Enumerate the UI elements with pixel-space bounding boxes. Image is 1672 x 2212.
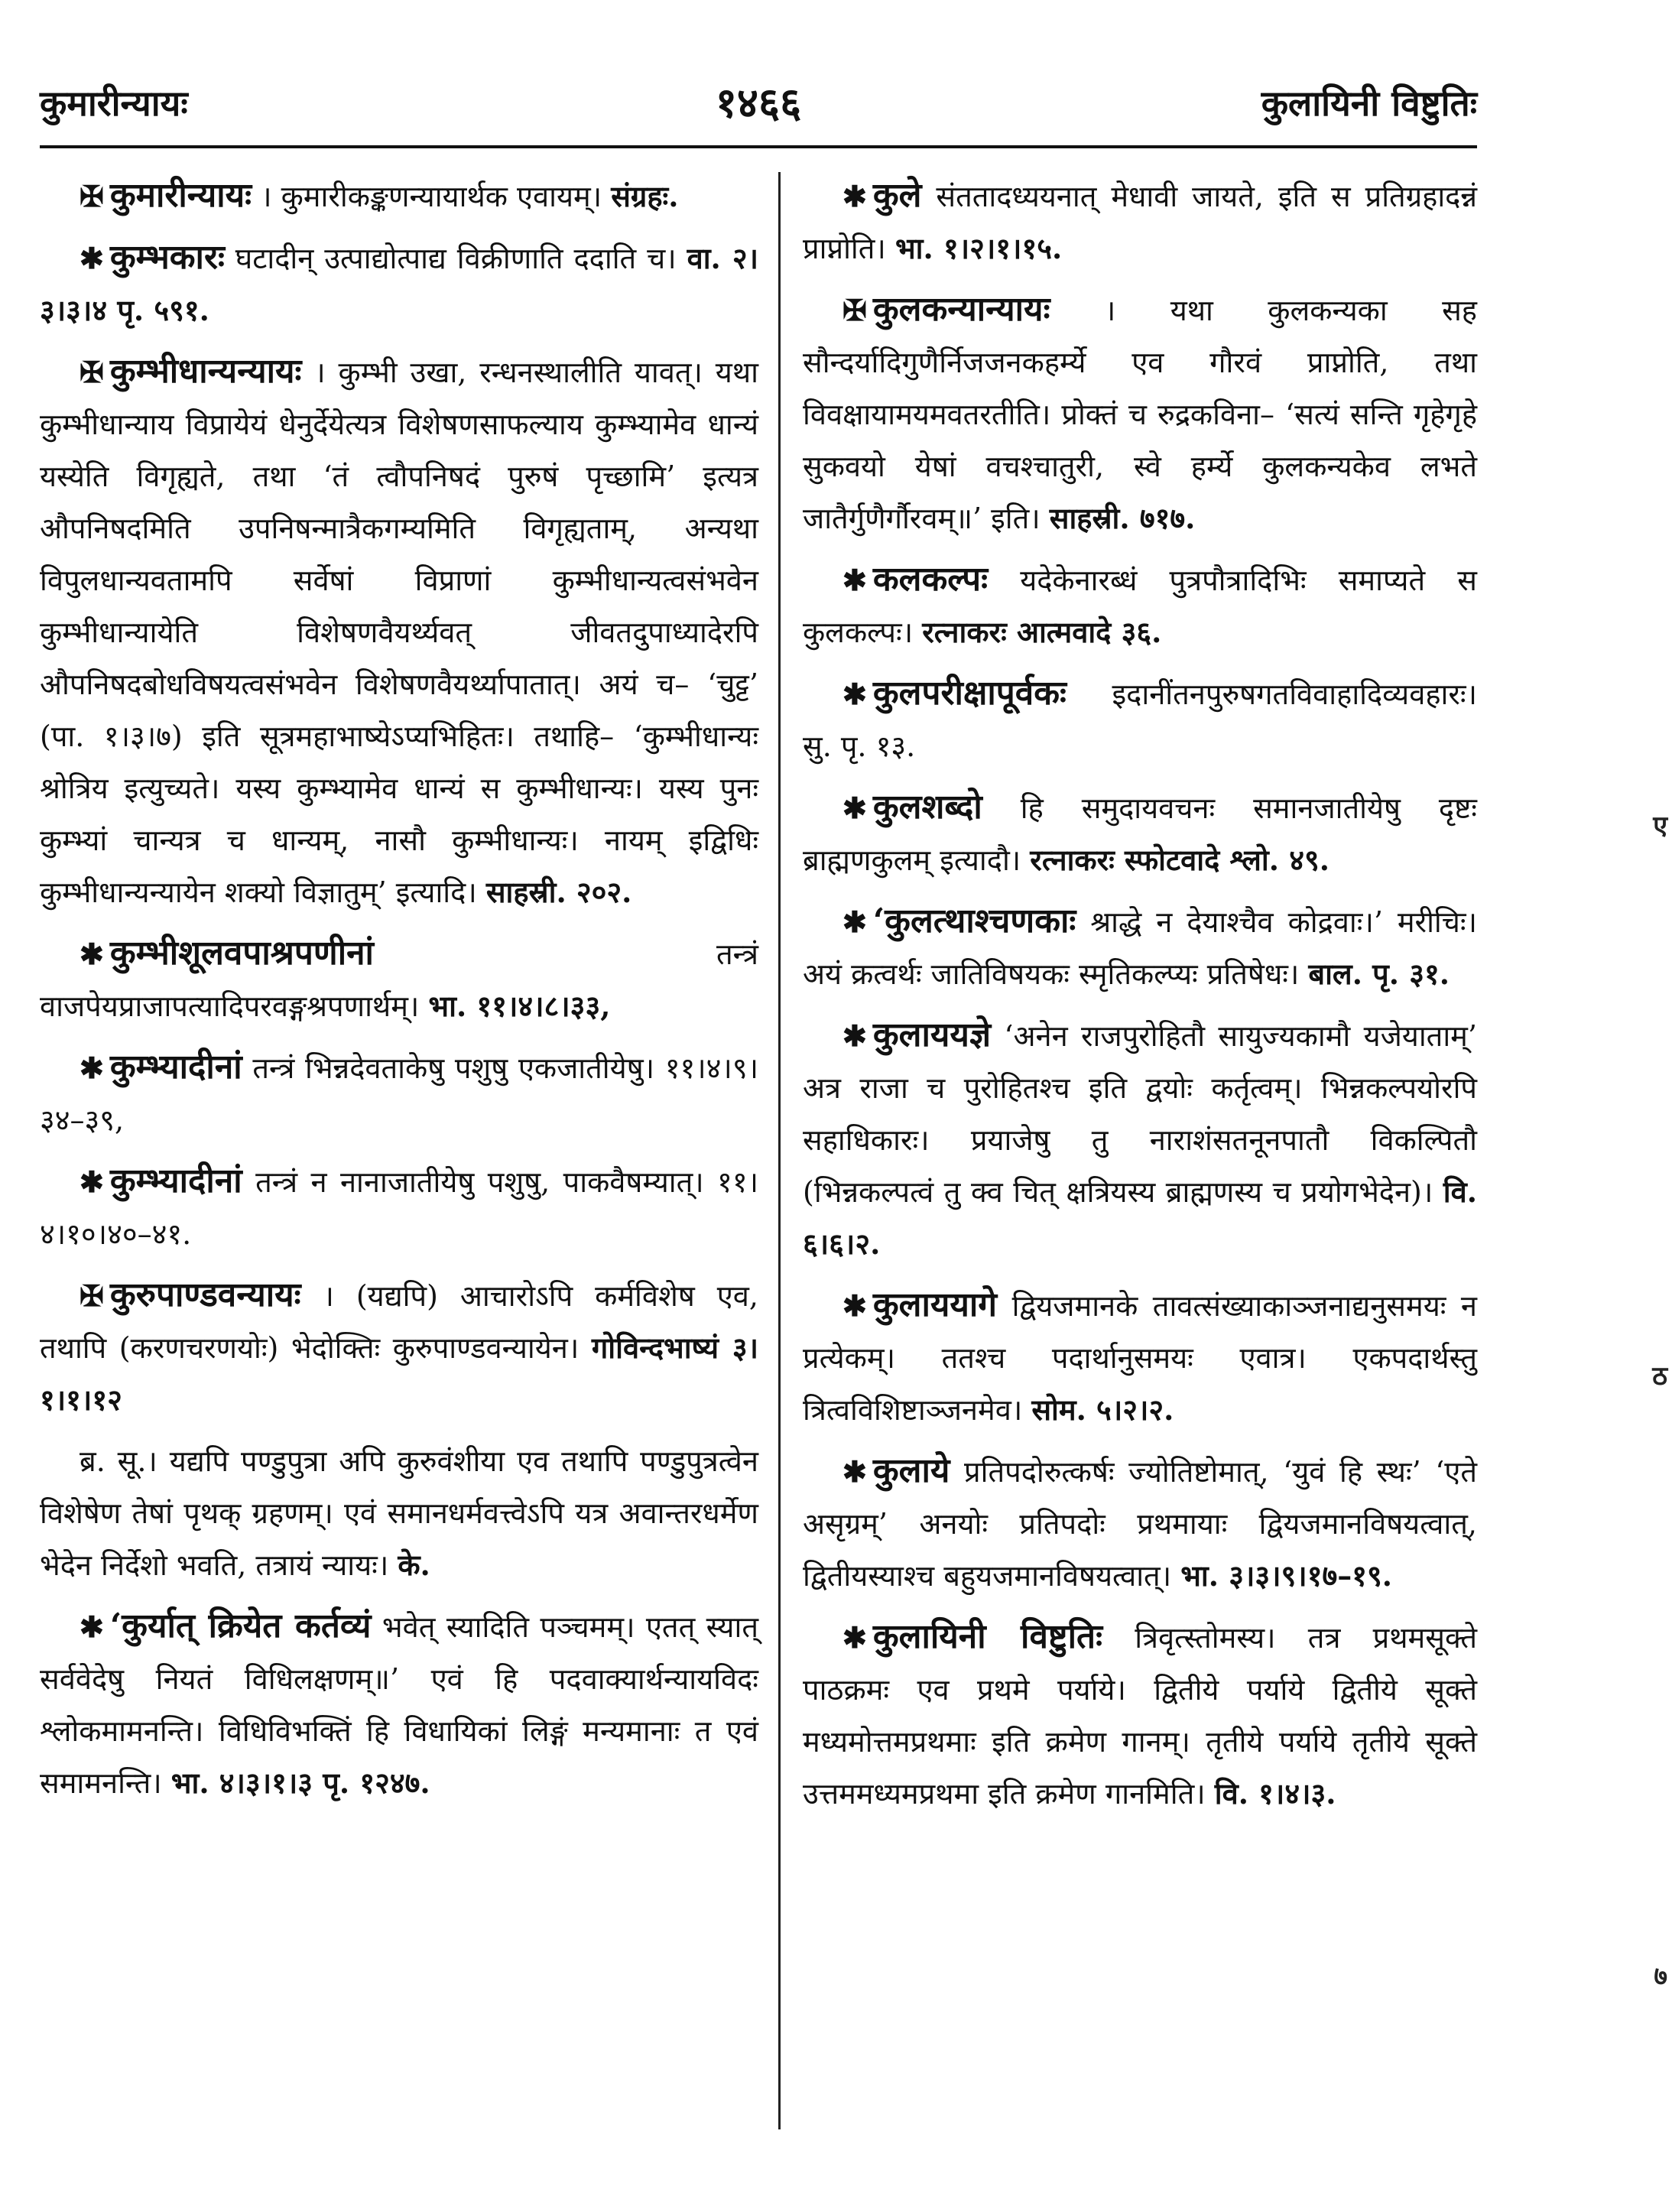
entry-body: संततादध्ययनात् मेधावी जायते, इति स प्रतिग्रहादन्नं प्राप्नोति।: [803, 180, 1477, 265]
entry-reference: रत्नाकरः आत्मवादे ३६.: [922, 615, 1162, 649]
entry-reference: भा. ३।३।९।१७–१९.: [1180, 1558, 1392, 1593]
entry-headword: कुलाययज्ञे: [872, 1015, 992, 1054]
entry-headword: कुम्भ्यादीनां: [109, 1161, 242, 1200]
dictionary-entry: [40, 1269, 758, 1426]
term-marker-icon: ✱: [842, 1288, 867, 1323]
nyaya-marker-icon: ✠: [80, 1278, 104, 1313]
term-marker-icon: ✱: [842, 1018, 867, 1053]
entry-reference: वा. २।३।३।४ पृ. ५९१.: [40, 241, 758, 327]
entry-body: भवेत् स्यादिति पञ्चमम्। एतत् स्यात् सर्ववेदेषु नियतं विधिलक्षणम्॥’ एवं हि पदवाक्यार्थन्यायविदः श्लोकमामनन्ति। विधिविभक्तिं हि विधायिकां लिङ्गं मन्यमानाः त एवं समामनन्ति।: [40, 1610, 758, 1800]
entry-reference: साहस्री. २०२.: [485, 875, 632, 909]
edge-mark-3: ७: [1654, 1961, 1667, 1992]
page-number: १४६६: [715, 78, 802, 127]
entry-body: तन्त्रं भिन्नदेवताकेषु पशुषु एकजातीयेषु। ११।४।९।३४–३९,: [40, 1051, 758, 1137]
entry-reference: साहस्री. ७१७.: [1049, 501, 1196, 535]
entry-body: द्वियजमानके तावत्संख्याकाञ्जनाद्यनुसमयः न प्रत्येकम्। ततश्च पदार्थानुसमयः एवात्र। एकपदार्थस्तु त्रित्वविशिष्टाञ्जनमेव।: [803, 1289, 1477, 1427]
entry-reference: भा. ४।३।१।३ पृ. १२४७.: [170, 1765, 430, 1800]
term-marker-icon: ✱: [80, 1609, 104, 1644]
dictionary-entry: [803, 554, 1477, 658]
header-left-title: कुमारीन्यायः: [40, 83, 188, 124]
dictionary-entry: [803, 667, 1477, 772]
header-rule: [40, 145, 1477, 148]
term-marker-icon: ✱: [80, 1051, 104, 1085]
entry-body: । यथा कुलकन्यका सह सौन्दर्यादिगुणैर्निजजनकहर्म्ये एव गौरवं प्राप्नोति, तथा विवक्षायामयमवतरतीति। प्रोक्तं च रुद्रकविना– ‘सत्यं सन्ति गृहेगृहे सुकवयो येषां वचश्चातुरी, स्वे हर्म्ये कुलकन्यकेव लभते जातैर्गुणैर्गौरवम्॥’ इति।: [803, 294, 1477, 535]
dictionary-entry: [40, 1600, 758, 1809]
entry-body: ब्र. सू.। यद्यपि पण्डुपुत्रा अपि कुरुवंशीया एव तथापि पण्डुपुत्रत्वेन विशेषेण तेषां पृथक् ग्रहणम्। एवं समानधर्मवत्त्वेऽपि यत्र अवान्तरधर्मेण भेदेन निर्देशो भवति, तत्रायं न्यायः।: [40, 1444, 758, 1582]
entry-reference: गोविन्दभाष्यं ३।१।१।१२: [40, 1330, 758, 1417]
entry-headword: कुलकन्यान्यायः: [872, 290, 1050, 329]
right-column: [803, 170, 1477, 1829]
entry-headword: कुम्भ्यादीनां: [109, 1048, 242, 1087]
dictionary-entry: [40, 170, 758, 222]
entry-reference: के.: [398, 1548, 430, 1582]
entry-reference: संग्रहः.: [611, 179, 679, 213]
entry-body: यदेकेनारब्धं पुत्रपौत्रादिभिः समाप्यते स कुलकल्पः।: [803, 564, 1477, 649]
term-marker-icon: ✱: [842, 1620, 867, 1655]
term-marker-icon: ✱: [842, 791, 867, 825]
entry-reference: भा. ११।४।८।३३,: [428, 989, 611, 1023]
header-right-title: कुलायिनी विष्टुतिः: [1261, 83, 1477, 124]
left-column: [40, 170, 758, 1818]
dictionary-entry: [803, 1279, 1477, 1436]
term-marker-icon: ✱: [80, 241, 104, 275]
entry-headword: कुलाययागे: [872, 1285, 998, 1324]
entry-body: तन्त्रं वाजपेयप्राजापत्यादिपरवङ्गश्रपणार्थम्।: [40, 937, 758, 1023]
entry-headword: कुम्भकारः: [109, 238, 225, 277]
entry-reference: बाल. पृ. ३१.: [1308, 957, 1450, 991]
entry-reference: सोम. ५।२।२.: [1031, 1392, 1174, 1427]
dictionary-entry: [803, 1009, 1477, 1270]
entry-headword: कुले: [872, 176, 922, 215]
term-marker-icon: ✱: [842, 563, 867, 597]
dictionary-entry: [803, 170, 1477, 274]
entry-headword: कलकल्पः: [872, 560, 989, 599]
dictionary-entry: [803, 284, 1477, 544]
entry-headword: कुलाये: [872, 1451, 950, 1490]
entry-body: । कुम्भी उखा, रन्धनस्थालीति यावत्। यथा कुम्भीधान्याय विप्रायेयं धेनुर्देयेत्यत्र विशेषणसाफल्याय कुम्भ्यामेव धान्यं यस्येति विगृह्यते, तथा ‘तं त्वौपनिषदं पुरुषं पृच्छामि’ इत्यत्र औपनिषदमिति उपनिषन्मात्रैकगम्यमिति विगृह्यताम्, अन्यथा विपुलधान्यवतामपि सर्वेषां विप्राणां कुम्भीधान्यत्वसंभवेन कुम्भीधान्यायेति विशेषणवैयर्थ्यवत् जीवतदुपाध्यादेरपि औपनिषदबोधविषयत्वसंभवेन विशेषणवैयर्थ्यापातात्। अयं च– ‘चुट्ट’ (पा. १।३।७) इति सूत्रमहाभाष्येऽप्यभिहितः। तथाहि– ‘कुम्भीधान्यः श्रोत्रिय इत्युच्यते। यस्य कुम्भ्यामेव धान्यं स कुम्भीधान्यः। यस्य पुनः कुम्भ्यां चान्यत्र च धान्यम्, नासौ कुम्भीधान्यः। नायम् इद्विधिः कुम्भीधान्यन्यायेन शक्यो विज्ञातुम्’ इत्यादि।: [40, 356, 758, 909]
column-divider: [778, 172, 781, 2129]
dictionary-entry: [40, 927, 758, 1032]
dictionary-entry: [803, 895, 1477, 1000]
entry-body: इदानींतनपुरुषगतविवाहादिव्यवहारः। सु. पृ. १३.: [803, 677, 1477, 763]
entry-body: । कुमारीकङ्कणन्यायार्थक एवायम्।: [261, 180, 602, 213]
entry-headword: ‘कुलत्थाश्चणकाः: [872, 901, 1076, 940]
term-marker-icon: ✱: [842, 1454, 867, 1489]
entry-headword: कुलपरीक्षापूर्वकः: [872, 674, 1067, 713]
dictionary-entry: [40, 1155, 758, 1260]
dictionary-entry: [40, 1435, 758, 1591]
entry-reference: वि. ६।६।२.: [803, 1174, 1477, 1261]
entry-body: तन्त्रं न नानाजातीयेषु पशुषु, पाकवैषम्यात्। ११।४।१०।४०–४१.: [40, 1165, 758, 1251]
dictionary-entry: [803, 1445, 1477, 1602]
entry-reference: वि. १।४।३.: [1214, 1776, 1336, 1811]
term-marker-icon: ✱: [80, 937, 104, 971]
entry-body: । (यद्यपि) आचारोऽपि कर्मविशेष एव, तथापि (करणचरणयोः) भेदोक्तिः कुरुपाण्डवन्यायेन।: [40, 1279, 758, 1365]
entry-body: त्रिवृत्स्तोमस्य। तत्र प्रथमसूक्ते पाठक्रमः एव प्रथमे पर्याये। द्वितीये पर्याये द्वितीये सूक्ते मध्यमोत्तमप्रथमाः इति क्रमेण गानम्। तृतीये पर्याये तृतीये सूक्ते उत्तममध्यमप्रथमा इति क्रमेण गानमिति।: [803, 1621, 1477, 1811]
entry-headword: कुम्भीधान्यन्यायः: [109, 352, 302, 391]
entry-body: प्रतिपदोरुत्कर्षः ज्योतिष्टोमात्, ‘युवं हि स्थः’ ‘एते असृग्रम्’ अनयोः प्रतिपदोः प्रथमायाः द्वियजमानविषयत्वात्, द्वितीयस्याश्च बहुयजमानविषयत्वात्।: [803, 1455, 1477, 1593]
entry-headword: ‘कुर्यात् क्रियेत कर्तव्यं: [109, 1606, 372, 1645]
entry-body: श्राद्धे न देयाश्चैव कोद्रवाः।’ मरीचिः। अयं क्रत्वर्थः जातिविषयकः स्मृतिकल्प्यः प्रतिषेधः।: [803, 905, 1477, 991]
term-marker-icon: ✱: [842, 905, 867, 939]
term-marker-icon: ✱: [80, 1164, 104, 1199]
dictionary-entry: [803, 781, 1477, 886]
entry-headword: कुरुपाण्डवन्यायः: [109, 1275, 301, 1314]
entry-headword: कुमारीन्यायः: [109, 176, 252, 215]
nyaya-marker-icon: ✠: [842, 293, 867, 327]
dictionary-entry: [40, 346, 758, 918]
page-header: [40, 73, 1477, 141]
dictionary-entry: [803, 1611, 1477, 1820]
term-marker-icon: ✱: [842, 179, 867, 213]
entry-body: हि समुदायवचनः समानजातीयेषु दृष्टः ब्राह्मणकुलम् इत्यादौ।: [803, 791, 1477, 877]
nyaya-marker-icon: ✠: [80, 355, 104, 389]
edge-mark-2: ठ: [1652, 1361, 1667, 1392]
dictionary-entry: [40, 1041, 758, 1146]
dictionary-entry: [40, 232, 758, 336]
entry-reference: रत्नाकरः स्फोटवादे श्लो. ४९.: [1030, 843, 1329, 877]
edge-mark-1: ए: [1653, 810, 1667, 841]
entry-body: ‘अनेन राजपुरोहितौ सायुज्यकामौ यजेयाताम्’ अत्र राजा च पुरोहितश्च इति द्वयोः कर्तृत्वम्। भिन्नकल्पयोरपि सहाधिकारः। प्रयाजेषु तु नाराशंसतनूनपातौ विकल्पितौ (भिन्नकल्पत्वं तु क्व चित् क्षत्रियस्य ब्राह्मणस्य च प्रयोगभेदेन)।: [803, 1019, 1477, 1209]
entry-body: घटादीन् उत्पाद्योत्पाद्य विक्रीणाति ददाति च।: [235, 242, 677, 275]
entry-headword: कुलशब्दो: [872, 788, 982, 827]
entry-headword: कुम्भीशूलवपाश्रपणीनां: [109, 934, 374, 973]
nyaya-marker-icon: ✠: [80, 179, 104, 213]
entry-reference: भा. १।२।१।१५.: [894, 231, 1063, 265]
entry-headword: कुलायिनी विष्टुतिः: [872, 1617, 1102, 1656]
term-marker-icon: ✱: [842, 677, 867, 711]
